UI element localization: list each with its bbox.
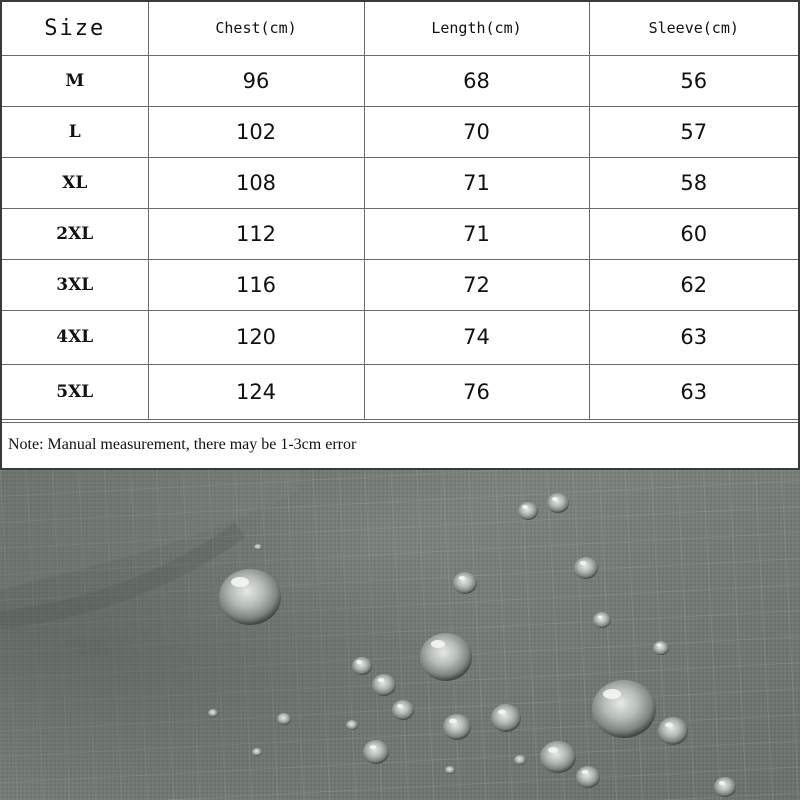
- length-cell: 70: [364, 106, 589, 157]
- length-cell: 68: [364, 55, 589, 106]
- table-row: [2, 259, 798, 310]
- size-cell: 5XL: [2, 364, 148, 419]
- header-chest: Chest(cm): [148, 2, 364, 55]
- table-row: [2, 208, 798, 259]
- water-droplet-icon: [714, 777, 736, 797]
- sleeve-cell: 57: [589, 106, 798, 157]
- size-cell: XL: [2, 157, 148, 208]
- water-droplet-icon: [518, 502, 538, 520]
- water-droplet-icon: [658, 717, 688, 745]
- header-length: Length(cm): [364, 2, 589, 55]
- fabric-texture: [0, 470, 800, 800]
- size-cell: 3XL: [2, 259, 148, 310]
- length-cell: 72: [364, 259, 589, 310]
- table-row: [2, 55, 798, 106]
- note-row: [2, 422, 798, 468]
- water-droplet-icon: [219, 569, 281, 625]
- water-droplet-icon: [420, 633, 472, 681]
- size-table: [2, 2, 798, 420]
- water-droplet-icon: [208, 709, 218, 717]
- length-cell: 71: [364, 157, 589, 208]
- table-row: [2, 364, 798, 419]
- water-droplet-icon: [592, 680, 656, 738]
- size-cell: 2XL: [2, 208, 148, 259]
- table-row: [2, 106, 798, 157]
- table-row: [2, 157, 798, 208]
- water-droplet-icon: [653, 641, 669, 655]
- table-row: [2, 310, 798, 364]
- water-droplet-icon: [363, 740, 389, 764]
- water-droplet-icon: [392, 700, 414, 720]
- length-cell: 71: [364, 208, 589, 259]
- sleeve-cell: 58: [589, 157, 798, 208]
- water-droplet-icon: [346, 720, 358, 730]
- water-droplet-icon: [514, 755, 526, 765]
- water-droplet-icon: [574, 557, 598, 579]
- chest-cell: 108: [148, 157, 364, 208]
- chest-cell: 96: [148, 55, 364, 106]
- water-droplet-icon: [491, 704, 521, 732]
- water-droplet-icon: [443, 714, 471, 740]
- header-size: Size: [2, 2, 148, 55]
- header-sleeve: Sleeve(cm): [589, 2, 798, 55]
- sleeve-cell: 63: [589, 364, 798, 419]
- length-cell: 76: [364, 364, 589, 419]
- chest-cell: 124: [148, 364, 364, 419]
- water-droplet-icon: [252, 748, 262, 756]
- water-droplet-icon: [277, 713, 291, 725]
- sleeve-cell: 62: [589, 259, 798, 310]
- sleeve-cell: 63: [589, 310, 798, 364]
- table-header-row: [2, 2, 798, 55]
- water-droplet-icon: [445, 766, 455, 774]
- measurement-note: Note: Manual measurement, there may be 1-3cm error: [8, 436, 357, 453]
- sleeve-cell: 60: [589, 208, 798, 259]
- water-droplet-icon: [453, 572, 477, 594]
- chest-cell: 116: [148, 259, 364, 310]
- water-droplet-icon: [576, 766, 600, 788]
- water-droplet-icon: [547, 493, 569, 513]
- chest-cell: 112: [148, 208, 364, 259]
- water-droplet-icon: [254, 544, 262, 550]
- sleeve-cell: 56: [589, 55, 798, 106]
- fabric-water-droplets-photo: [0, 470, 800, 800]
- size-cell: 4XL: [2, 310, 148, 364]
- size-cell: L: [2, 106, 148, 157]
- water-droplet-icon: [540, 741, 576, 773]
- water-droplet-icon: [352, 657, 372, 675]
- chest-cell: 120: [148, 310, 364, 364]
- water-droplet-icon: [372, 674, 396, 696]
- chest-cell: 102: [148, 106, 364, 157]
- size-cell: M: [2, 55, 148, 106]
- water-droplet-icon: [593, 612, 611, 628]
- length-cell: 74: [364, 310, 589, 364]
